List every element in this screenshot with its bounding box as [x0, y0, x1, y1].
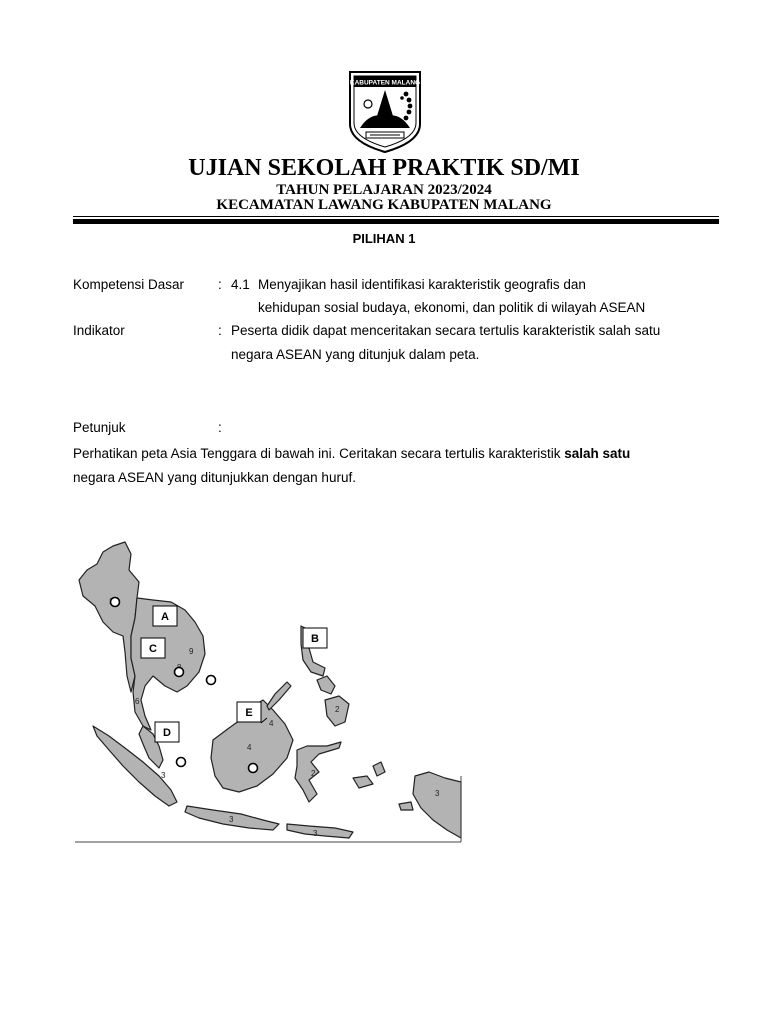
map-number: 3: [435, 789, 440, 798]
kompetensi-line-1: Menyajikan hasil identifikasi karakteristik geografis dan: [258, 277, 586, 292]
kompetensi-line-2: kehidupan sosial budaya, ekonomi, dan politik di wilayah ASEAN: [258, 300, 646, 315]
kompetensi-number: 4.1: [231, 277, 250, 292]
map-land: [79, 542, 461, 838]
capital-marker: [207, 676, 216, 685]
academic-year: TAHUN PELAJARAN 2023/2024: [276, 182, 492, 198]
map-label-d: D: [163, 727, 171, 739]
petunjuk-line-2: negara ASEAN yang ditunjukkan dengan huruf.: [73, 470, 356, 485]
exam-title: UJIAN SEKOLAH PRAKTIK SD/MI: [188, 155, 580, 181]
header-divider-thin: [73, 216, 719, 217]
map-label-a: A: [161, 611, 169, 623]
map-number: 3: [229, 815, 234, 824]
indikator-colon: :: [218, 323, 222, 338]
emblem-text: KABUPATEN MALANG: [349, 79, 421, 87]
header-divider-thick: [73, 219, 719, 224]
petunjuk-label: Petunjuk: [73, 420, 126, 435]
map-label-e: E: [245, 707, 253, 719]
capital-marker: [177, 758, 186, 767]
district-name: KECAMATAN LAWANG KABUPATEN MALANG: [216, 197, 552, 213]
capital-marker: [111, 598, 120, 607]
petunjuk-emphasis: salah satu: [564, 446, 631, 461]
map-number: 2: [311, 769, 316, 778]
map-label-b: B: [311, 633, 319, 645]
indikator-line-2: negara ASEAN yang ditunjuk dalam peta.: [231, 347, 480, 362]
petunjuk-line-1-text: Perhatikan peta Asia Tenggara di bawah ini. Ceritakan secara tertulis karakteristik: [73, 446, 565, 461]
map-number: 9: [189, 647, 194, 656]
petunjuk-line-1: [73, 446, 630, 461]
indikator-label: Indikator: [73, 323, 125, 338]
capital-marker: [249, 764, 258, 773]
map-number: 3: [161, 771, 166, 780]
map-number: 6: [135, 697, 140, 706]
map-number: 4: [247, 743, 252, 752]
map-number: 3: [313, 829, 318, 838]
map-number: 2: [335, 705, 340, 714]
map-number: 4: [269, 719, 274, 728]
kabupaten-malang-emblem: [346, 70, 424, 154]
map-label-c: C: [149, 643, 157, 655]
southeast-asia-map: [73, 540, 463, 845]
indikator-line-1: Peserta didik dapat menceritakan secara tertulis karakteristik salah satu: [231, 323, 661, 338]
kompetensi-colon: :: [218, 277, 222, 292]
capital-marker: [175, 668, 184, 677]
petunjuk-colon: :: [218, 420, 222, 435]
kompetensi-label: Kompetensi Dasar: [73, 277, 185, 292]
section-title: PILIHAN 1: [352, 231, 416, 246]
